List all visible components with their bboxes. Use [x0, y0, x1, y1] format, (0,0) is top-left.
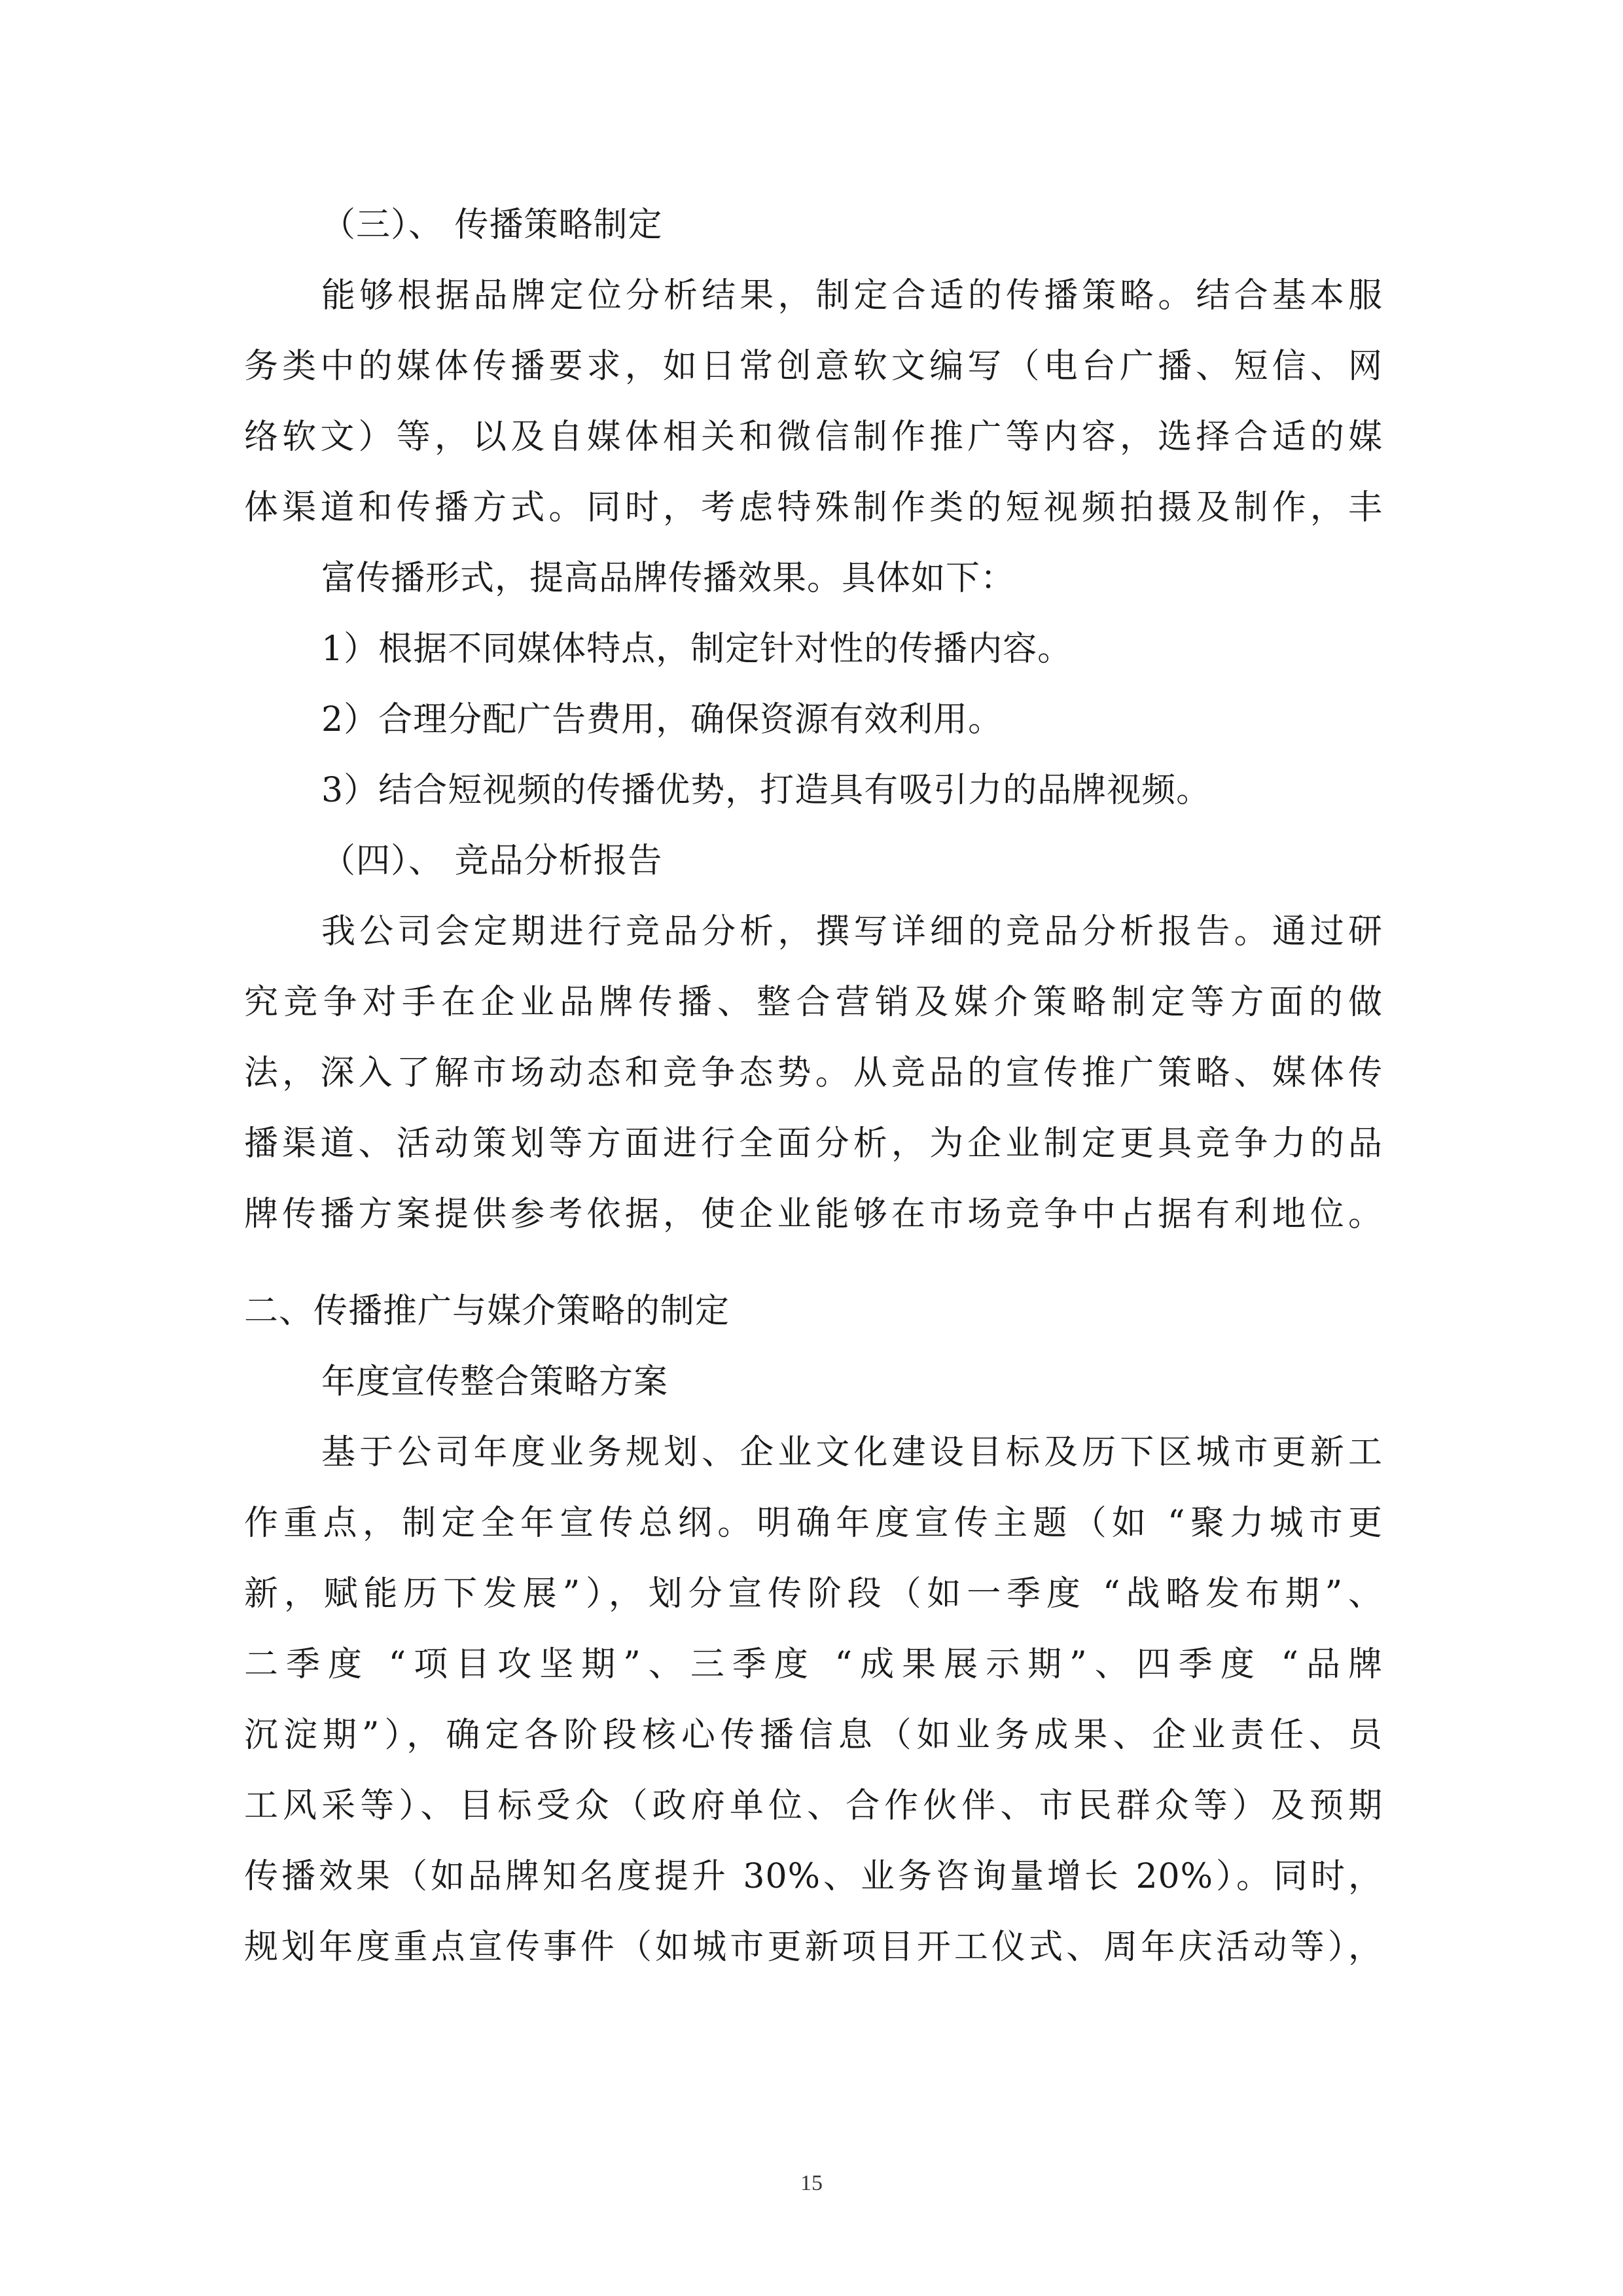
paragraph-line: 播渠道、活动策划等方面进行全面分析，为企业制定更具竞争力的品 [244, 1124, 1383, 1163]
subsection-heading: 年度宣传整合策略方案 [321, 1362, 669, 1402]
page-content [244, 190, 1383, 1983]
part-heading-2: 二、传播推广与媒介策略的制定 [244, 1292, 730, 1331]
page-number: 15 [800, 2171, 823, 2195]
paragraph-line: 规划年度重点宣传事件（如城市更新项目开工仪式、周年庆活动等）， [244, 1928, 1383, 1967]
list-item: 2）合理分配广告费用，确保资源有效利用。 [321, 700, 1003, 739]
paragraph-line: 能够根据品牌定位分析结果，制定合适的传播策略。结合基本服 [321, 276, 1383, 315]
list-item: 3）结合短视频的传播优势，打造具有吸引力的品牌视频。 [321, 771, 1211, 810]
paragraph-line: 络软文）等，以及自媒体相关和微信制作推广等内容，选择合适的媒 [244, 417, 1383, 457]
paragraph-line: 作重点，制定全年宣传总纲。明确年度宣传主题（如 “聚力城市更 [244, 1504, 1383, 1543]
paragraph-line: 法，深入了解市场动态和竞争态势。从竞品的宣传推广策略、媒体传 [244, 1053, 1383, 1093]
paragraph-line: 富传播形式，提高品牌传播效果。具体如下： [321, 559, 1016, 598]
list-item: 1）根据不同媒体特点，制定针对性的传播内容。 [321, 629, 1073, 669]
paragraph-line: 我公司会定期进行竞品分析，撰写详细的竞品分析报告。通过研 [321, 912, 1383, 951]
section-heading-4: （四）、 竞品分析报告 [321, 841, 663, 881]
paragraph-line: 二季度 “项目攻坚期”、三季度 “成果展示期”、四季度 “品牌 [244, 1645, 1383, 1684]
paragraph-line: 究竞争对手在企业品牌传播、整合营销及媒介策略制定等方面的做 [244, 983, 1383, 1022]
paragraph-line: 沉淀期”），确定各阶段核心传播信息（如业务成果、企业责任、员 [244, 1716, 1383, 1755]
paragraph-line: 工风采等）、目标受众（政府单位、合作伙伴、市民群众等）及预期 [244, 1786, 1383, 1826]
paragraph-line: 务类中的媒体传播要求，如日常创意软文编写（电台广播、短信、网 [244, 347, 1383, 386]
paragraph-line: 体渠道和传播方式。同时，考虑特殊制作类的短视频拍摄及制作，丰 [244, 488, 1383, 527]
paragraph-line: 传播效果（如品牌知名度提升 30%、业务咨询量增长 20%）。同时， [244, 1857, 1383, 1896]
section-gap [244, 1250, 1383, 1276]
paragraph-line: 新，赋能历下发展”），划分宣传阶段（如一季度 “战略发布期”、 [244, 1574, 1383, 1614]
paragraph-line: 基于公司年度业务规划、企业文化建设目标及历下区城市更新工 [321, 1433, 1383, 1472]
section-heading-3: （三）、 传播策略制定 [321, 205, 663, 245]
paragraph-line: 牌传播方案提供参考依据，使企业能够在市场竞争中占据有利地位。 [244, 1195, 1383, 1234]
